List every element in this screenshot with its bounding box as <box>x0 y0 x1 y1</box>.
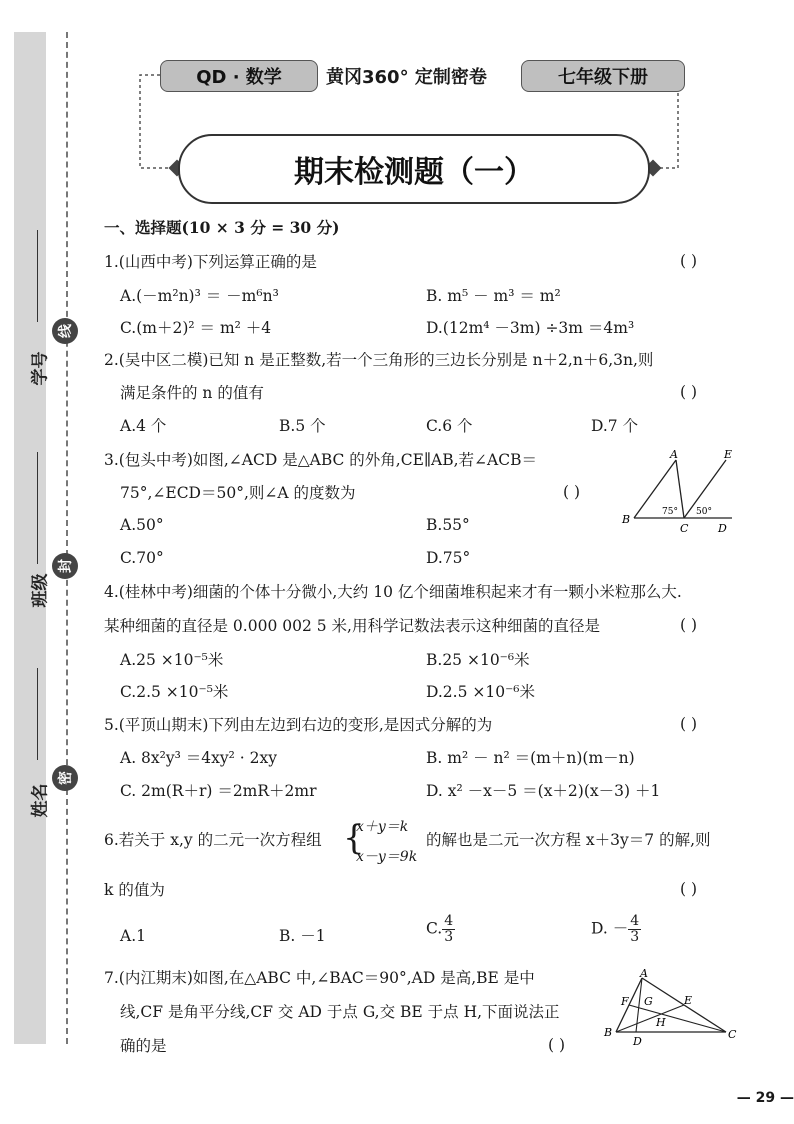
q7-label-e: E <box>684 994 693 1007</box>
banji-blank <box>37 452 38 564</box>
q6-stem-post: 的解也是二元一次方程 x＋3y＝7 的解,则 <box>426 831 711 849</box>
grade-badge: 七年级下册 <box>521 60 685 92</box>
q6-stem-line2: k 的值为 <box>104 881 165 899</box>
q6-eq1: x＋y＝k <box>356 819 409 835</box>
q6-option-c: C. $\frac{4}{3}$ <box>426 913 454 945</box>
q1-answer-blank[interactable]: ( ) <box>680 252 698 270</box>
q3-option-b: B.55° <box>426 516 470 534</box>
xuehao-blank <box>37 230 38 322</box>
q2-answer-blank[interactable]: ( ) <box>680 383 698 401</box>
q4-option-b: B.25 ×10⁻⁶米 <box>426 651 530 669</box>
q7-label-f: F <box>621 995 629 1008</box>
q6-stem-pre: 6.若关于 x,y 的二元一次方程组 <box>104 831 322 849</box>
series-title: 黄冈360° 定制密卷 <box>326 67 487 88</box>
q7-label-g: G <box>644 995 653 1008</box>
q3-angle-acb: 75° <box>662 507 678 517</box>
q6-eq2: x－y＝9k <box>356 849 418 865</box>
q6-answer-blank[interactable]: ( ) <box>680 880 698 898</box>
seal-mi-badge: 密 <box>52 765 78 791</box>
q1-option-d: D.(12m⁴ －3m) ÷3m ＝4m³ <box>426 319 635 337</box>
q3-label-d: D <box>718 522 727 535</box>
section-heading: 一、选择题(10 × 3 分 = 30 分) <box>104 218 340 237</box>
q6-option-d: D. － $\frac{4}{3}$ <box>591 913 640 945</box>
cut-line <box>66 32 68 1044</box>
q4-stem-line1: 4.(桂林中考)细菌的个体十分微小,大约 10 亿个细菌堆积起来才有一颗小米粒那么大. <box>104 583 682 601</box>
q4-answer-blank[interactable]: ( ) <box>680 616 698 634</box>
q3-label-e: E <box>724 448 733 461</box>
page-title: 期末检测题（一） <box>178 134 650 204</box>
q6-option-b: B. －1 <box>279 927 326 945</box>
q1-option-b: B. m⁵ － m³ ＝ m² <box>426 287 561 305</box>
q7-label-d: D <box>633 1035 642 1048</box>
q7-stem-line3: 确的是 <box>120 1037 167 1055</box>
q4-option-c: C.2.5 ×10⁻⁵米 <box>120 683 229 701</box>
xingming-label: 姓名 <box>30 783 51 818</box>
q2-option-b: B.5 个 <box>279 417 326 435</box>
q7-label-h: H <box>656 1016 666 1029</box>
subject-badge: QD · 数学 <box>160 60 318 92</box>
q7-label-a: A <box>640 968 648 980</box>
binding-strip <box>14 32 46 1044</box>
q1-option-a: A.(－m²n)³ ＝ －m⁶n³ <box>120 287 279 305</box>
q5-option-d: D. x² －x－5 ＝(x＋2)(x－3) ＋1 <box>426 782 661 800</box>
q3-label-a: A <box>670 448 678 461</box>
q4-option-d: D.2.5 ×10⁻⁶米 <box>426 683 535 701</box>
q3-angle-ecd: 50° <box>696 507 712 517</box>
q7-figure <box>602 968 742 1048</box>
q4-option-a: A.25 ×10⁻⁵米 <box>120 651 224 669</box>
seal-feng-badge: 封 <box>52 553 78 579</box>
q2-stem-line2: 满足条件的 n 的值有 <box>120 384 264 402</box>
q7-stem-line1: 7.(内江期末)如图,在△ABC 中,∠BAC＝90°,AD 是高,BE 是中 <box>104 969 535 987</box>
q2-stem-line1: 2.(吴中区二模)已知 n 是正整数,若一个三角形的三边长分别是 n＋2,n＋6,3n,则 <box>104 351 654 369</box>
q1-stem: 1.(山西中考)下列运算正确的是 <box>104 253 317 271</box>
q1-option-c: C.(m＋2)² ＝ m² ＋4 <box>120 319 272 337</box>
page-number: — 29 — <box>736 1090 794 1106</box>
q3-label-b: B <box>622 513 631 526</box>
q3-option-a: A.50° <box>120 516 164 534</box>
q5-stem: 5.(平顶山期末)下列由左边到右边的变形,是因式分解的为 <box>104 716 493 734</box>
q7-stem-line2: 线,CF 是角平分线,CF 交 AD 于点 G,交 BE 于点 H,下面说法正 <box>120 1003 560 1021</box>
xuehao-label: 学号 <box>30 351 51 386</box>
q4-stem-line2: 某种细菌的直径是 0.000 002 5 米,用科学记数法表示这种细菌的直径是 <box>104 617 600 635</box>
q7-label-b: B <box>604 1026 613 1039</box>
q6-option-a: A.1 <box>120 927 146 945</box>
q5-option-a: A. 8x²y³ ＝4xy² · 2xy <box>120 749 277 767</box>
q3-option-c: C.70° <box>120 549 164 567</box>
seal-xian-badge: 线 <box>52 318 78 344</box>
q3-stem-line1: 3.(包头中考)如图,∠ACD 是△ABC 的外角,CE∥AB,若∠ACB＝ <box>104 451 537 469</box>
q5-option-b: B. m² － n² ＝(m＋n)(m－n) <box>426 749 635 767</box>
q2-option-a: A.4 个 <box>120 417 167 435</box>
q5-answer-blank[interactable]: ( ) <box>680 715 698 733</box>
q3-stem-line2: 75°,∠ECD＝50°,则∠A 的度数为 <box>120 484 356 502</box>
q6-brace: { <box>343 818 365 858</box>
q3-option-d: D.75° <box>426 549 471 567</box>
q3-answer-blank[interactable]: ( ) <box>563 483 581 501</box>
q7-label-c: C <box>728 1028 737 1041</box>
q7-answer-blank[interactable]: ( ) <box>548 1036 566 1054</box>
q2-option-d: D.7 个 <box>591 417 639 435</box>
q3-label-c: C <box>680 522 689 535</box>
q3-figure <box>618 446 742 536</box>
banji-label: 班级 <box>30 573 51 608</box>
q5-option-c: C. 2m(R＋r) ＝2mR＋2mr <box>120 782 317 800</box>
xingming-blank <box>37 668 38 760</box>
q2-option-c: C.6 个 <box>426 417 473 435</box>
